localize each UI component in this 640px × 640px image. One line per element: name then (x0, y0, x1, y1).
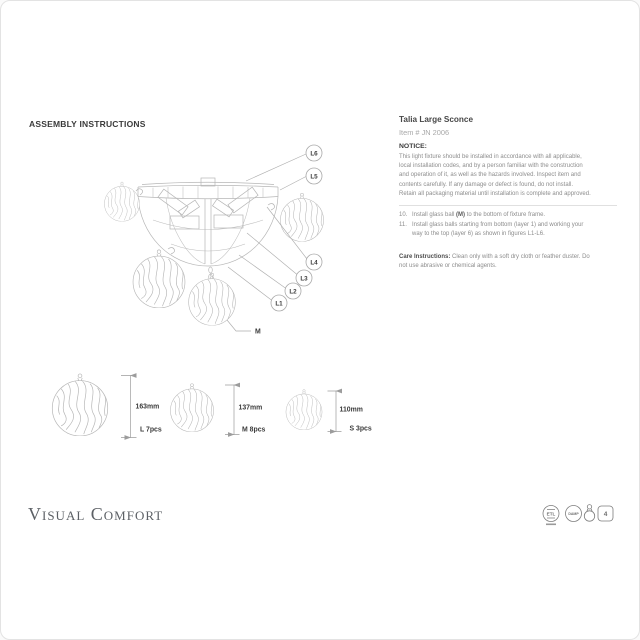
notice-line: local installation codes, and by a person familiar with the construction (399, 163, 583, 170)
svg-text:L2: L2 (289, 288, 297, 296)
svg-text:L1: L1 (275, 300, 283, 308)
product-info-column (399, 115, 617, 271)
ball-size-reference-diagrams (41, 366, 381, 451)
step-text-part: way to the top (layer 6) as shown in figures L1-L6. (412, 231, 545, 238)
svg-text:L5: L5 (310, 173, 318, 181)
callout-labels (255, 145, 322, 336)
count-label-medium: M 8pcs (242, 426, 266, 434)
certification-marks (537, 501, 621, 529)
item-number: Item # JN 2006 (399, 128, 450, 137)
svg-text:4: 4 (603, 511, 608, 518)
callout-l4 (306, 254, 322, 270)
ball-size-small (286, 390, 372, 433)
step-text-part: Install glass balls starting from bottom (layer 1) and working your (412, 222, 584, 229)
etl-listed-icon (543, 506, 559, 526)
step-number: 11. (399, 222, 407, 229)
step-number: 10. (399, 212, 408, 219)
callout-leader-lines (227, 154, 307, 331)
count-label-large: L 7pcs (140, 426, 162, 434)
ball-size-medium (170, 384, 265, 435)
ornament-icon (584, 505, 594, 522)
page-number-badge (598, 506, 613, 521)
brand-logo: Visual Comfort (28, 504, 164, 524)
callout-l1 (271, 295, 287, 311)
svg-text:ETL: ETL (546, 511, 556, 517)
notice-line: and operation of it, as well as the hazards involved. Inspect item and (399, 172, 581, 179)
care-text: not use abrasive or chemical agents. (399, 262, 497, 269)
care-text: Clean only with a soft dry cloth or feather duster. Do (450, 253, 590, 260)
section-divider (399, 205, 617, 206)
svg-text:L6: L6 (310, 150, 318, 158)
assembly-step-11 (399, 221, 617, 239)
callout-l6 (306, 145, 322, 161)
notice-line: This light fixture should be installed in accordance with all applicable, (399, 154, 582, 160)
glass-ball-bottom (189, 273, 236, 325)
page-title: ASSEMBLY INSTRUCTIONS (29, 119, 146, 129)
damp-rated-icon (566, 506, 582, 522)
notice-paragraph (399, 153, 617, 199)
step-text-bold: (M) (456, 212, 466, 219)
step-text (412, 211, 545, 220)
notice-line: contents carefully. If any damage or defect is found, do not install. (399, 181, 573, 188)
size-label-medium: 137mm (238, 404, 263, 412)
svg-text:L3: L3 (300, 275, 308, 283)
step-text-part: Install glass ball (412, 212, 457, 219)
notice-label: NOTICE: (399, 143, 427, 150)
care-instructions (399, 253, 617, 271)
glass-ball-upper-left (104, 182, 139, 221)
step-text-part: to the bottom of fixture frame. (465, 212, 546, 219)
care-label: Care Instructions: (399, 253, 451, 260)
callout-l5 (306, 168, 322, 184)
callout-l3 (296, 270, 312, 286)
assembly-step-10 (399, 211, 617, 220)
svg-text:DAMP: DAMP (568, 511, 579, 516)
product-name: Talia Large Sconce (399, 115, 474, 124)
callout-l2 (285, 283, 301, 299)
size-label-large: 163mm (135, 403, 160, 411)
size-label-small: 110mm (339, 406, 363, 414)
svg-text:L4: L4 (310, 259, 318, 267)
count-label-small: S 3pcs (349, 425, 372, 433)
fixture-assembly-diagram (91, 136, 346, 346)
step-text (412, 221, 583, 239)
callout-m: M (255, 328, 261, 336)
glass-ball-right (280, 193, 323, 241)
ball-size-large (52, 374, 162, 438)
notice-line: Retain all packaging material until installation is complete and approved. (399, 190, 591, 197)
